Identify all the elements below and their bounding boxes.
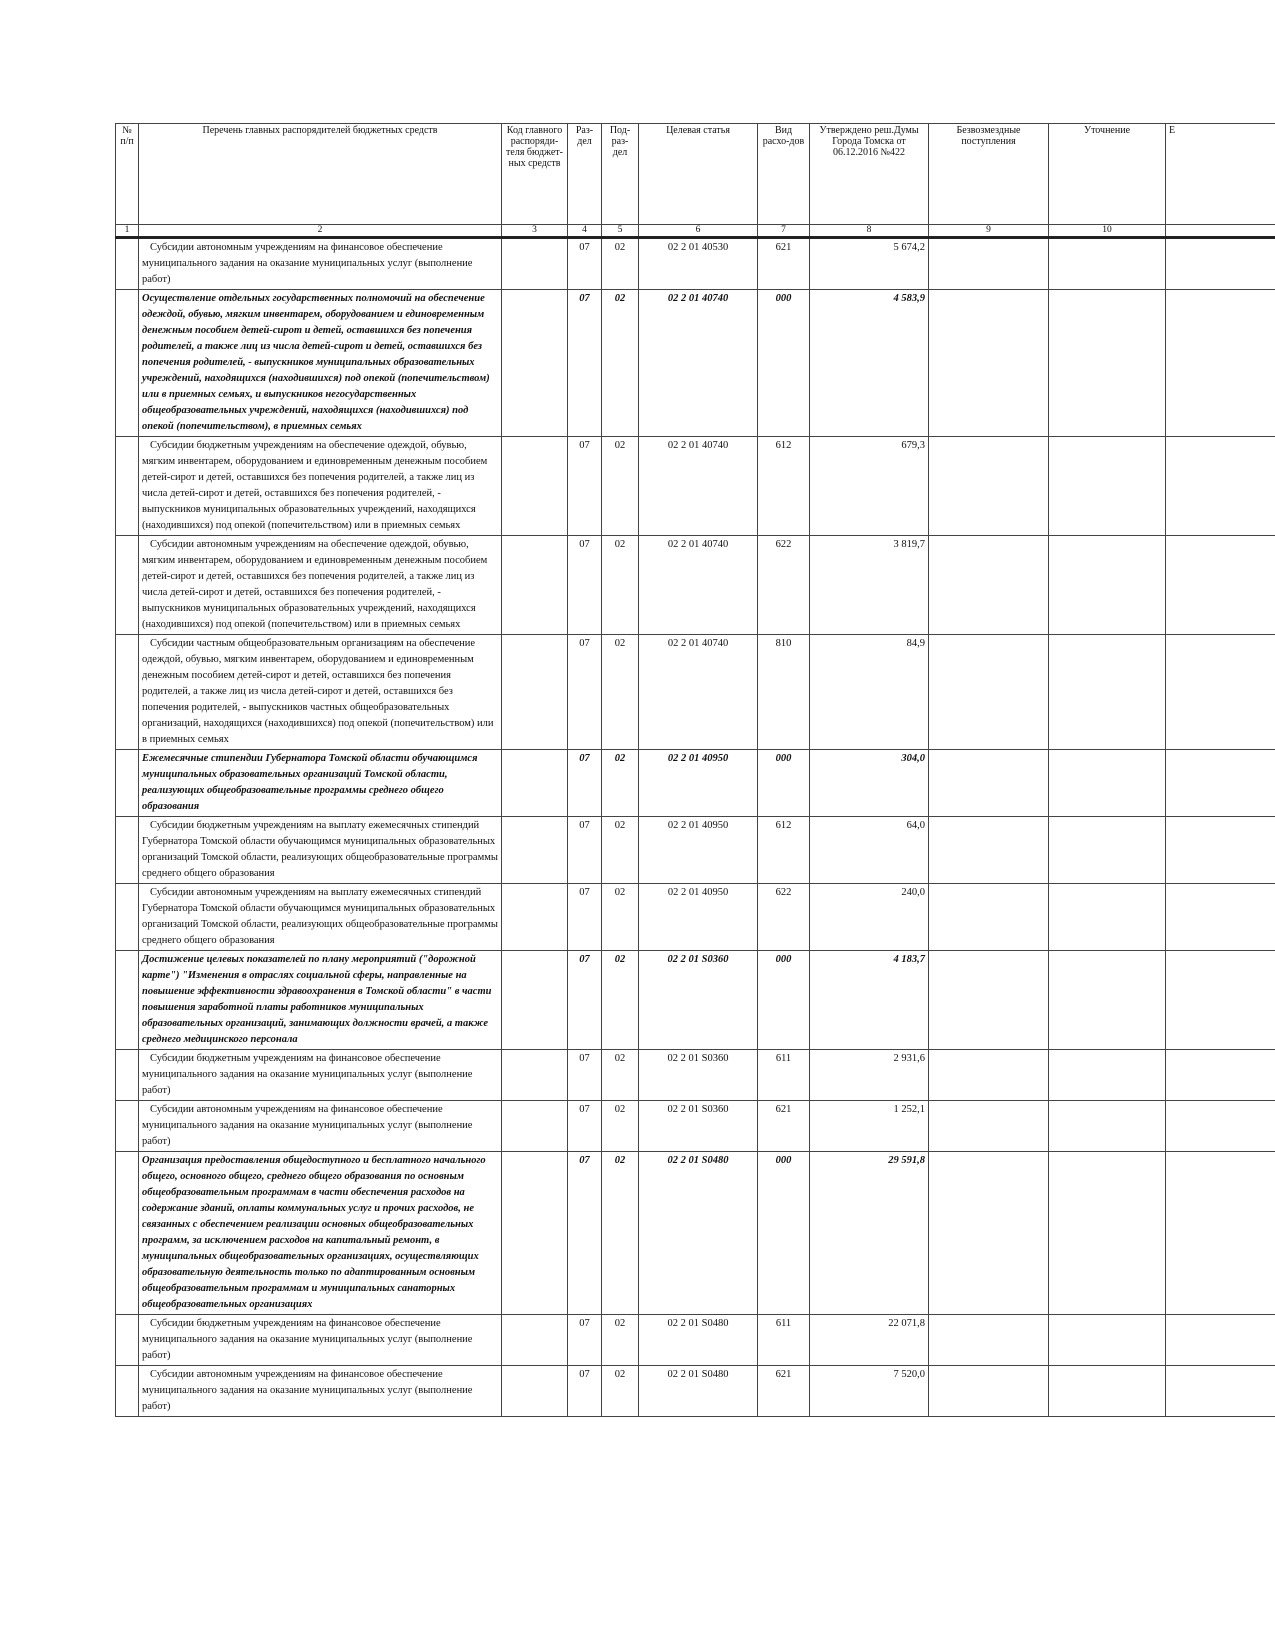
cell-subsection: 02 bbox=[602, 750, 639, 817]
cell-number bbox=[116, 1366, 139, 1417]
cell-extra bbox=[1166, 635, 1275, 750]
cell-name: Субсидии бюджетным учреждениям на обеспечение одеждой, обувью, мягким инвентарем, оборудованием и единовременным денежным пособием детей-сирот и детей, оставшихся без попечения родителей, а также лиц из числа детей-сирот и детей, оставшихся без попечения родителей, - выпускников муниципальных образовательных учреждений, находящихся (находившихся) под опекой (попечительством) или в приемных семьях bbox=[139, 437, 502, 536]
cell-approved: 2 931,6 bbox=[810, 1050, 929, 1101]
cell-subsection: 02 bbox=[602, 290, 639, 437]
cell-section: 07 bbox=[568, 290, 602, 437]
cell-extra bbox=[1166, 238, 1275, 290]
cell-target: 02 2 01 40740 bbox=[639, 290, 758, 437]
cell-extra bbox=[1166, 817, 1275, 884]
cell-grants bbox=[929, 951, 1049, 1050]
cell-subsection: 02 bbox=[602, 437, 639, 536]
cell-target: 02 2 01 40530 bbox=[639, 238, 758, 290]
cell-number bbox=[116, 290, 139, 437]
cell-code bbox=[502, 1050, 568, 1101]
cell-approved: 29 591,8 bbox=[810, 1152, 929, 1315]
cell-grants bbox=[929, 290, 1049, 437]
col-header-approved: Утверждено реш.Думы Города Томска от 06.12.2016 №422 bbox=[810, 124, 929, 225]
cell-number bbox=[116, 1152, 139, 1315]
cell-approved: 1 252,1 bbox=[810, 1101, 929, 1152]
col-header-code: Код главного распоряди-теля бюджет-ных средств bbox=[502, 124, 568, 225]
cell-code bbox=[502, 238, 568, 290]
cell-grants bbox=[929, 1366, 1049, 1417]
cell-section: 07 bbox=[568, 1152, 602, 1315]
cell-extra bbox=[1166, 1101, 1275, 1152]
col-header-subsection: Под-раз-дел bbox=[602, 124, 639, 225]
col-number: 6 bbox=[639, 225, 758, 238]
cell-code bbox=[502, 817, 568, 884]
table-row bbox=[116, 635, 1275, 750]
table-row bbox=[116, 817, 1275, 884]
cell-approved: 7 520,0 bbox=[810, 1366, 929, 1417]
cell-subsection: 02 bbox=[602, 1315, 639, 1366]
cell-approved: 22 071,8 bbox=[810, 1315, 929, 1366]
cell-adjustment bbox=[1049, 290, 1166, 437]
cell-expense-type: 612 bbox=[758, 437, 810, 536]
cell-adjustment bbox=[1049, 951, 1166, 1050]
cell-target: 02 2 01 40950 bbox=[639, 817, 758, 884]
cell-extra bbox=[1166, 536, 1275, 635]
cell-expense-type: 612 bbox=[758, 817, 810, 884]
cell-extra bbox=[1166, 1152, 1275, 1315]
cell-section: 07 bbox=[568, 1101, 602, 1152]
cell-adjustment bbox=[1049, 635, 1166, 750]
cell-adjustment bbox=[1049, 750, 1166, 817]
cell-target: 02 2 01 S0360 bbox=[639, 1101, 758, 1152]
cell-section: 07 bbox=[568, 817, 602, 884]
cell-section: 07 bbox=[568, 1366, 602, 1417]
cell-grants bbox=[929, 750, 1049, 817]
cell-expense-type: 810 bbox=[758, 635, 810, 750]
col-number: 9 bbox=[929, 225, 1049, 238]
col-number: 1 bbox=[116, 225, 139, 238]
cell-subsection: 02 bbox=[602, 1101, 639, 1152]
cell-section: 07 bbox=[568, 951, 602, 1050]
table-row bbox=[116, 1315, 1275, 1366]
table-row bbox=[116, 951, 1275, 1050]
cell-target: 02 2 01 S0480 bbox=[639, 1366, 758, 1417]
cell-target: 02 2 01 40740 bbox=[639, 437, 758, 536]
cell-target: 02 2 01 40950 bbox=[639, 750, 758, 817]
cell-code bbox=[502, 951, 568, 1050]
cell-extra bbox=[1166, 1315, 1275, 1366]
cell-code bbox=[502, 750, 568, 817]
cell-name: Субсидии бюджетным учреждениям на финансовое обеспечение муниципального задания на оказание муниципальных услуг (выполнение работ) bbox=[139, 1050, 502, 1101]
cell-number bbox=[116, 884, 139, 951]
col-number: 4 bbox=[568, 225, 602, 238]
table-row bbox=[116, 1366, 1275, 1417]
table-row bbox=[116, 884, 1275, 951]
col-number: 3 bbox=[502, 225, 568, 238]
cell-target: 02 2 01 S0360 bbox=[639, 951, 758, 1050]
col-header-name: Перечень главных распорядителей бюджетных средств bbox=[139, 124, 502, 225]
cell-section: 07 bbox=[568, 1315, 602, 1366]
cell-grants bbox=[929, 1152, 1049, 1315]
cell-subsection: 02 bbox=[602, 536, 639, 635]
cell-code bbox=[502, 635, 568, 750]
col-number bbox=[1166, 225, 1275, 238]
cell-code bbox=[502, 1152, 568, 1315]
cell-expense-type: 000 bbox=[758, 290, 810, 437]
cell-number bbox=[116, 951, 139, 1050]
cell-section: 07 bbox=[568, 1050, 602, 1101]
cell-extra bbox=[1166, 750, 1275, 817]
cell-adjustment bbox=[1049, 1315, 1166, 1366]
col-number: 2 bbox=[139, 225, 502, 238]
cell-expense-type: 611 bbox=[758, 1050, 810, 1101]
cell-adjustment bbox=[1049, 536, 1166, 635]
cell-section: 07 bbox=[568, 750, 602, 817]
cell-code bbox=[502, 1101, 568, 1152]
cell-extra bbox=[1166, 1050, 1275, 1101]
cell-grants bbox=[929, 437, 1049, 536]
cell-approved: 64,0 bbox=[810, 817, 929, 884]
cell-name: Осуществление отдельных государственных полномочий на обеспечение одеждой, обувью, мягким инвентарем, оборудованием и единовременным денежным пособием детей-сирот и детей, оставшихся без попечения родителей, а также лиц из числа детей-сирот и детей, оставшихся без попечения родителей, - выпускников муниципальных образовательных учреждений, находящихся (находившихся) под опекой (попечительством) или в приемных семьях, и выпускников негосударственных общеобразовательных учреждений, находящихся (находившихся) под опекой (попечительством), в приемных семьях bbox=[139, 290, 502, 437]
cell-number bbox=[116, 817, 139, 884]
cell-extra bbox=[1166, 951, 1275, 1050]
cell-subsection: 02 bbox=[602, 884, 639, 951]
cell-subsection: 02 bbox=[602, 1152, 639, 1315]
table-row bbox=[116, 238, 1275, 290]
cell-subsection: 02 bbox=[602, 1366, 639, 1417]
cell-expense-type: 622 bbox=[758, 884, 810, 951]
table-row bbox=[116, 1050, 1275, 1101]
cell-subsection: 02 bbox=[602, 1050, 639, 1101]
table-row bbox=[116, 750, 1275, 817]
cell-subsection: 02 bbox=[602, 951, 639, 1050]
cell-section: 07 bbox=[568, 635, 602, 750]
cell-target: 02 2 01 S0480 bbox=[639, 1315, 758, 1366]
cell-name: Субсидии бюджетным учреждениям на финансовое обеспечение муниципального задания на оказание муниципальных услуг (выполнение работ) bbox=[139, 1315, 502, 1366]
cell-target: 02 2 01 40950 bbox=[639, 884, 758, 951]
cell-expense-type: 611 bbox=[758, 1315, 810, 1366]
cell-name: Субсидии бюджетным учреждениям на выплату ежемесячных стипендий Губернатора Томской области обучающимся муниципальных образовательных организаций Томской области, реализующих общеобразовательные программы среднего общего образования bbox=[139, 817, 502, 884]
cell-name: Достижение целевых показателей по плану мероприятий ("дорожной карте") "Изменения в отраслях социальной сферы, направленные на повышение эффективности здравоохранения в Томской области" в части повышения заработной платы работников муниципальных образовательных организаций, занимающих должности врачей, а также среднего медицинского персонала bbox=[139, 951, 502, 1050]
cell-expense-type: 621 bbox=[758, 1101, 810, 1152]
cell-code bbox=[502, 1315, 568, 1366]
cell-name: Субсидии частным общеобразовательным организациям на обеспечение одеждой, обувью, мягким инвентарем, оборудованием и единовременным денежным пособием детей-сирот и детей, оставшихся без попечения родителей, а также лиц из числа детей-сирот и детей, оставшихся без попечения родителей, - выпускников частных общеобразовательных организаций, находящихся (находившихся) под опекой (попечительством) или в приемных семьях bbox=[139, 635, 502, 750]
table-body bbox=[116, 238, 1275, 1417]
cell-approved: 240,0 bbox=[810, 884, 929, 951]
cell-number bbox=[116, 635, 139, 750]
col-number: 5 bbox=[602, 225, 639, 238]
cell-name: Субсидии автономным учреждениям на финансовое обеспечение муниципального задания на оказание муниципальных услуг (выполнение работ) bbox=[139, 238, 502, 290]
cell-number bbox=[116, 536, 139, 635]
cell-approved: 4 583,9 bbox=[810, 290, 929, 437]
cell-name: Субсидии автономным учреждениям на финансовое обеспечение муниципального задания на оказание муниципальных услуг (выполнение работ) bbox=[139, 1101, 502, 1152]
cell-approved: 3 819,7 bbox=[810, 536, 929, 635]
cell-expense-type: 621 bbox=[758, 238, 810, 290]
cell-number bbox=[116, 1050, 139, 1101]
col-header-target: Целевая статья bbox=[639, 124, 758, 225]
cell-code bbox=[502, 536, 568, 635]
cell-code bbox=[502, 1366, 568, 1417]
cell-target: 02 2 01 40740 bbox=[639, 635, 758, 750]
col-header-expense-type: Вид расхо-дов bbox=[758, 124, 810, 225]
cell-name: Субсидии автономным учреждениям на выплату ежемесячных стипендий Губернатора Томской области обучающимся муниципальных образовательных организаций Томской области, реализующих общеобразовательные программы среднего общего образования bbox=[139, 884, 502, 951]
cell-code bbox=[502, 437, 568, 536]
cell-expense-type: 621 bbox=[758, 1366, 810, 1417]
cell-grants bbox=[929, 884, 1049, 951]
table-row bbox=[116, 1152, 1275, 1315]
cell-section: 07 bbox=[568, 437, 602, 536]
cell-expense-type: 000 bbox=[758, 750, 810, 817]
cell-extra bbox=[1166, 437, 1275, 536]
budget-table bbox=[115, 123, 1275, 1417]
col-header-adjustment: Уточнение bbox=[1049, 124, 1166, 225]
table-row bbox=[116, 437, 1275, 536]
cell-grants bbox=[929, 1101, 1049, 1152]
cell-expense-type: 000 bbox=[758, 1152, 810, 1315]
cell-adjustment bbox=[1049, 884, 1166, 951]
cell-subsection: 02 bbox=[602, 817, 639, 884]
cell-expense-type: 000 bbox=[758, 951, 810, 1050]
cell-subsection: 02 bbox=[602, 238, 639, 290]
cell-code bbox=[502, 290, 568, 437]
cell-grants bbox=[929, 635, 1049, 750]
cell-section: 07 bbox=[568, 536, 602, 635]
cell-target: 02 2 01 40740 bbox=[639, 536, 758, 635]
cell-adjustment bbox=[1049, 817, 1166, 884]
cell-extra bbox=[1166, 884, 1275, 951]
cell-section: 07 bbox=[568, 884, 602, 951]
cell-extra bbox=[1166, 1366, 1275, 1417]
cell-target: 02 2 01 S0480 bbox=[639, 1152, 758, 1315]
cell-grants bbox=[929, 817, 1049, 884]
col-header-section: Раз-дел bbox=[568, 124, 602, 225]
col-header-grants: Безвозмездные поступления bbox=[929, 124, 1049, 225]
cell-target: 02 2 01 S0360 bbox=[639, 1050, 758, 1101]
cell-number bbox=[116, 238, 139, 290]
cell-number bbox=[116, 750, 139, 817]
table-row bbox=[116, 290, 1275, 437]
col-header-number: № п/п bbox=[116, 124, 139, 225]
cell-grants bbox=[929, 536, 1049, 635]
cell-code bbox=[502, 884, 568, 951]
cell-subsection: 02 bbox=[602, 635, 639, 750]
cell-expense-type: 622 bbox=[758, 536, 810, 635]
col-number: 7 bbox=[758, 225, 810, 238]
table-row bbox=[116, 1101, 1275, 1152]
cell-adjustment bbox=[1049, 1050, 1166, 1101]
cell-extra bbox=[1166, 290, 1275, 437]
cell-grants bbox=[929, 238, 1049, 290]
cell-number bbox=[116, 437, 139, 536]
cell-name: Субсидии автономным учреждениям на финансовое обеспечение муниципального задания на оказание муниципальных услуг (выполнение работ) bbox=[139, 1366, 502, 1417]
cell-name: Ежемесячные стипендии Губернатора Томской области обучающимся муниципальных образовательных организаций Томской области, реализующих общеобразовательные программы среднего общего образования bbox=[139, 750, 502, 817]
cell-grants bbox=[929, 1050, 1049, 1101]
cell-grants bbox=[929, 1315, 1049, 1366]
header-row bbox=[116, 124, 1275, 225]
cell-adjustment bbox=[1049, 238, 1166, 290]
cell-approved: 304,0 bbox=[810, 750, 929, 817]
cell-approved: 679,3 bbox=[810, 437, 929, 536]
cell-approved: 5 674,2 bbox=[810, 238, 929, 290]
cell-adjustment bbox=[1049, 1101, 1166, 1152]
cell-approved: 84,9 bbox=[810, 635, 929, 750]
cell-section: 07 bbox=[568, 238, 602, 290]
col-number: 10 bbox=[1049, 225, 1166, 238]
col-number: 8 bbox=[810, 225, 929, 238]
table-row bbox=[116, 536, 1275, 635]
cell-adjustment bbox=[1049, 1152, 1166, 1315]
cell-name: Организация предоставления общедоступного и бесплатного начального общего, основного общего, среднего общего образования по основным общеобразовательным программам в части обеспечения расходов на содержание зданий, оплаты коммунальных услуг и прочих расходов, не связанных с обеспечением реализации основных общеобразовательных программ, за исключением расходов на капитальный ремонт, в муниципальных общеобразовательных организациях, осуществляющих образовательную деятельность только по адаптированным основным общеобразовательным программам и муниципальных санаторных общеобразовательных организациях bbox=[139, 1152, 502, 1315]
column-number-row bbox=[116, 225, 1275, 238]
cell-number bbox=[116, 1315, 139, 1366]
cell-adjustment bbox=[1049, 437, 1166, 536]
cell-name: Субсидии автономным учреждениям на обеспечение одеждой, обувью, мягким инвентарем, оборудованием и единовременным денежным пособием детей-сирот и детей, оставшихся без попечения родителей, а также лиц из числа детей-сирот и детей, оставшихся без попечения родителей, - выпускников муниципальных образовательных учреждений, находящихся (находившихся) под опекой (попечительством) или в приемных семьях bbox=[139, 536, 502, 635]
cell-number bbox=[116, 1101, 139, 1152]
col-header-extra: Е bbox=[1166, 124, 1275, 225]
cell-approved: 4 183,7 bbox=[810, 951, 929, 1050]
cell-adjustment bbox=[1049, 1366, 1166, 1417]
